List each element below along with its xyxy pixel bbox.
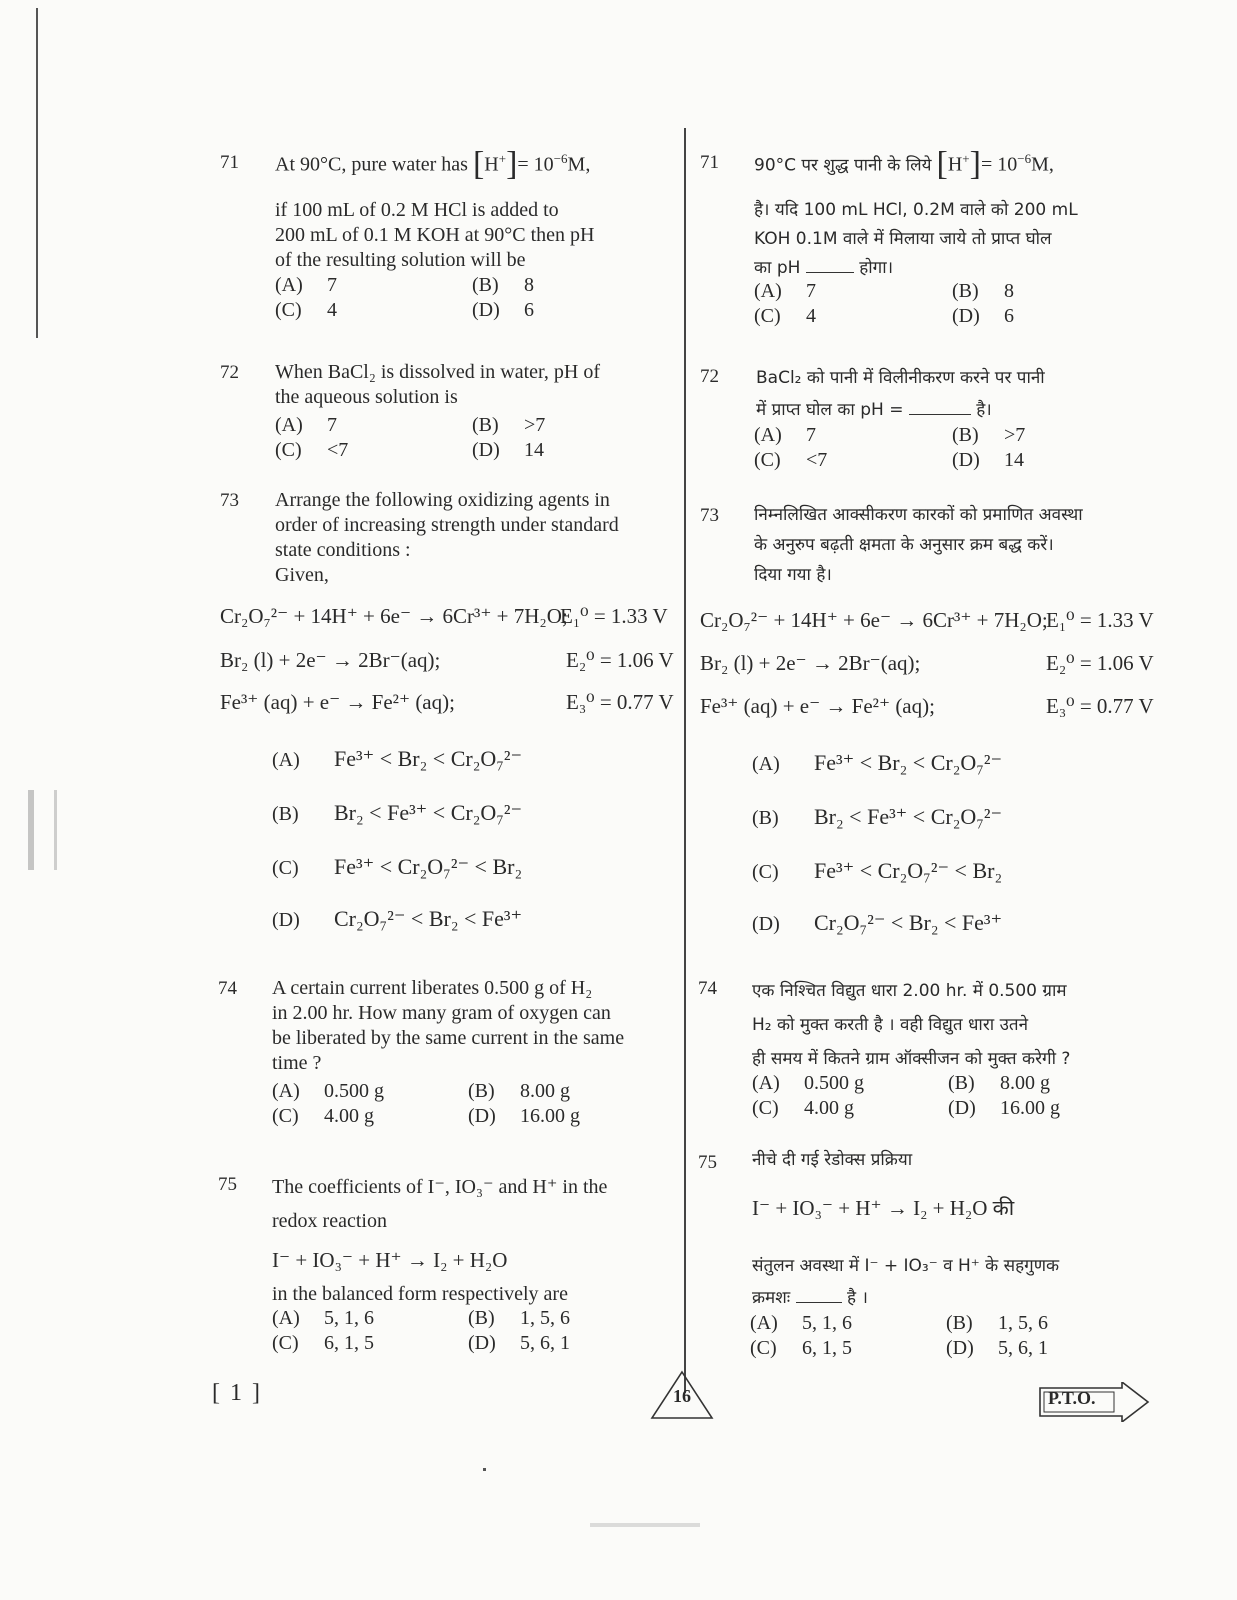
half-reaction-2: Br₂ (l) + 2e⁻ → 2Br⁻(aq); E₂⁰ = 1.06 V bbox=[700, 651, 1154, 675]
option-d: (D) Cr₂O₇²⁻ < Br₂ < Fe³⁺ bbox=[272, 906, 523, 931]
page-margin-rule bbox=[36, 8, 38, 338]
question-text: BaCl₂ को पानी में विलीनीकरण करने पर पानी में प्राप्त घोल का pH = है। bbox=[756, 368, 1045, 420]
option-a: (A) 5, 1, 6 bbox=[272, 1307, 374, 1329]
question-text-cont: in the balanced form respectively are bbox=[272, 1283, 568, 1305]
half-reaction-1: Cr₂O₇²⁻ + 14H⁺ + 6e⁻ → 6Cr³⁺ + 7H₂O; E₁⁰ = 1.33 V bbox=[700, 608, 1154, 632]
question-text: एक निश्चित विद्युत धारा 2.00 hr. में 0.500 ग्राम H₂ को मुक्त करती है । वही विद्युत धारा उतने ही समय में कितने ग्राम ऑक्सीजन को मुक्त करेगी ? bbox=[752, 981, 1071, 1069]
question-text: नीचे दी गई रेडोक्स प्रक्रिया bbox=[752, 1150, 913, 1170]
question-number: 74 bbox=[218, 978, 237, 999]
redox-equation: I⁻ + IO₃⁻ + H⁺ → I₂ + H₂O bbox=[272, 1248, 508, 1272]
option-d: (D) 16.00 g bbox=[468, 1105, 580, 1127]
question-text: Arrange the following oxidizing agents in order of increasing strength under standard state conditions : Given, bbox=[275, 489, 619, 586]
question-number: 74 bbox=[698, 978, 717, 999]
option-c: (C) Fe³⁺ < Cr₂O₇²⁻ < Br₂ bbox=[272, 854, 523, 879]
option-a: (A) Fe³⁺ < Br₂ < Cr₂O₇²⁻ bbox=[752, 750, 1003, 775]
question-text: The coefficients of I⁻, IO₃⁻ and H⁺ in the redox reaction bbox=[272, 1176, 608, 1232]
option-d: (D) 5, 6, 1 bbox=[468, 1332, 570, 1354]
option-c: (C) 4 bbox=[754, 305, 816, 327]
pto-label: P.T.O. bbox=[1048, 1388, 1096, 1408]
binding-scan-mark bbox=[28, 790, 57, 870]
option-b: (B) 8.00 g bbox=[948, 1072, 1050, 1094]
question-text: When BaCl₂ is dissolved in water, pH of the aqueous solution is bbox=[275, 361, 601, 408]
question-text-cont: संतुलन अवस्था में I⁻ + IO₃⁻ व H⁺ के सहगुणक क्रमशः है । bbox=[752, 1256, 1060, 1308]
question-number: 72 bbox=[700, 366, 719, 387]
option-b: (B) >7 bbox=[952, 424, 1026, 446]
question-number: 75 bbox=[218, 1174, 237, 1195]
option-b: (B) 1, 5, 6 bbox=[468, 1307, 570, 1329]
question-number: 71 bbox=[220, 152, 239, 173]
question-number: 73 bbox=[220, 490, 239, 511]
option-d: (D) 5, 6, 1 bbox=[946, 1337, 1048, 1359]
question-text: निम्नलिखित आक्सीकरण कारकों को प्रमाणित अवस्था के अनुरुप बढ़ती क्षमता के अनुसार क्रम बद्ध करें। दिया गया है। bbox=[754, 505, 1083, 585]
option-d: (D) 14 bbox=[472, 439, 544, 461]
option-b: (B) Br₂ < Fe³⁺ < Cr₂O₇²⁻ bbox=[272, 800, 523, 825]
redox-equation: I⁻ + IO₃⁻ + H⁺ → I₂ + H₂O की bbox=[752, 1196, 1015, 1220]
option-c: (C) <7 bbox=[275, 439, 349, 461]
question-number: 72 bbox=[220, 362, 239, 383]
option-a: (A) 0.500 g bbox=[752, 1072, 864, 1094]
option-c: (C) 6, 1, 5 bbox=[272, 1332, 374, 1354]
option-d: (D) 14 bbox=[952, 449, 1024, 471]
option-a: (A) 7 bbox=[754, 280, 816, 302]
option-c: (C) <7 bbox=[754, 449, 828, 471]
option-c: (C) 6, 1, 5 bbox=[750, 1337, 852, 1359]
option-a: (A) Fe³⁺ < Br₂ < Cr₂O₇²⁻ bbox=[272, 746, 523, 771]
option-c: (C) 4 bbox=[275, 299, 337, 321]
option-b: (B) Br₂ < Fe³⁺ < Cr₂O₇²⁻ bbox=[752, 804, 1003, 829]
option-a: (A) 5, 1, 6 bbox=[750, 1312, 852, 1334]
question-number: 71 bbox=[700, 152, 719, 173]
scan-smudge bbox=[590, 1523, 700, 1527]
option-b: (B) 8 bbox=[472, 274, 534, 296]
page-number: 16 bbox=[673, 1386, 691, 1406]
option-d: (D) Cr₂O₇²⁻ < Br₂ < Fe³⁺ bbox=[752, 910, 1003, 935]
half-reaction-2: Br₂ (l) + 2e⁻ → 2Br⁻(aq); E₂⁰ = 1.06 V bbox=[220, 648, 674, 672]
question-number: 75 bbox=[698, 1152, 717, 1173]
half-reaction-3: Fe³⁺ (aq) + e⁻ → Fe²⁺ (aq); E₃⁰ = 0.77 V bbox=[220, 690, 674, 714]
option-d: (D) 6 bbox=[952, 305, 1014, 327]
option-b: (B) 8.00 g bbox=[468, 1080, 570, 1102]
option-c: (C) 4.00 g bbox=[272, 1105, 374, 1127]
option-a: (A) 7 bbox=[275, 274, 337, 296]
question-text: A certain current liberates 0.500 g of H₂ in 2.00 hr. How many gram of oxygen can be liberated by the same current in the same time ? bbox=[272, 977, 625, 1074]
option-a: (A) 7 bbox=[275, 414, 337, 436]
option-d: (D) 6 bbox=[472, 299, 534, 321]
option-d: (D) 16.00 g bbox=[948, 1097, 1060, 1119]
option-b: (B) >7 bbox=[472, 414, 546, 436]
option-a: (A) 0.500 g bbox=[272, 1080, 384, 1102]
half-reaction-1: Cr₂O₇²⁻ + 14H⁺ + 6e⁻ → 6Cr³⁺ + 7H₂O; E₁⁰ = 1.33 V bbox=[220, 604, 668, 628]
stray-dot bbox=[483, 1468, 486, 1471]
option-b: (B) 1, 5, 6 bbox=[946, 1312, 1048, 1334]
option-c: (C) Fe³⁺ < Cr₂O₇²⁻ < Br₂ bbox=[752, 858, 1003, 883]
half-reaction-3: Fe³⁺ (aq) + e⁻ → Fe²⁺ (aq); E₃⁰ = 0.77 V bbox=[700, 694, 1154, 718]
question-text: if 100 mL of 0.2 M HCl is added to 200 mL of 0.1 M KOH at 90°C then pH of the resulting solution will be bbox=[275, 199, 595, 271]
question-stem: 90°C पर शुद्ध पानी के लिये $[H^+]= 10^{-6}M$, bbox=[754, 145, 1054, 183]
booklet-code-mark: [ 1 ] bbox=[212, 1380, 262, 1406]
option-b: (B) 8 bbox=[952, 280, 1014, 302]
option-a: (A) 7 bbox=[754, 424, 816, 446]
question-text: है। यदि 100 mL HCl, 0.2M वाले को 200 mL KOH 0.1M वाले में मिलाया जाये तो प्राप्त घोल का pH होगा। bbox=[754, 200, 1078, 278]
option-c: (C) 4.00 g bbox=[752, 1097, 854, 1119]
column-divider bbox=[684, 128, 686, 1393]
question-stem: At 90°C, pure water has $[H^+]= 10^{-6}M$, bbox=[275, 145, 591, 183]
question-number: 73 bbox=[700, 505, 719, 526]
